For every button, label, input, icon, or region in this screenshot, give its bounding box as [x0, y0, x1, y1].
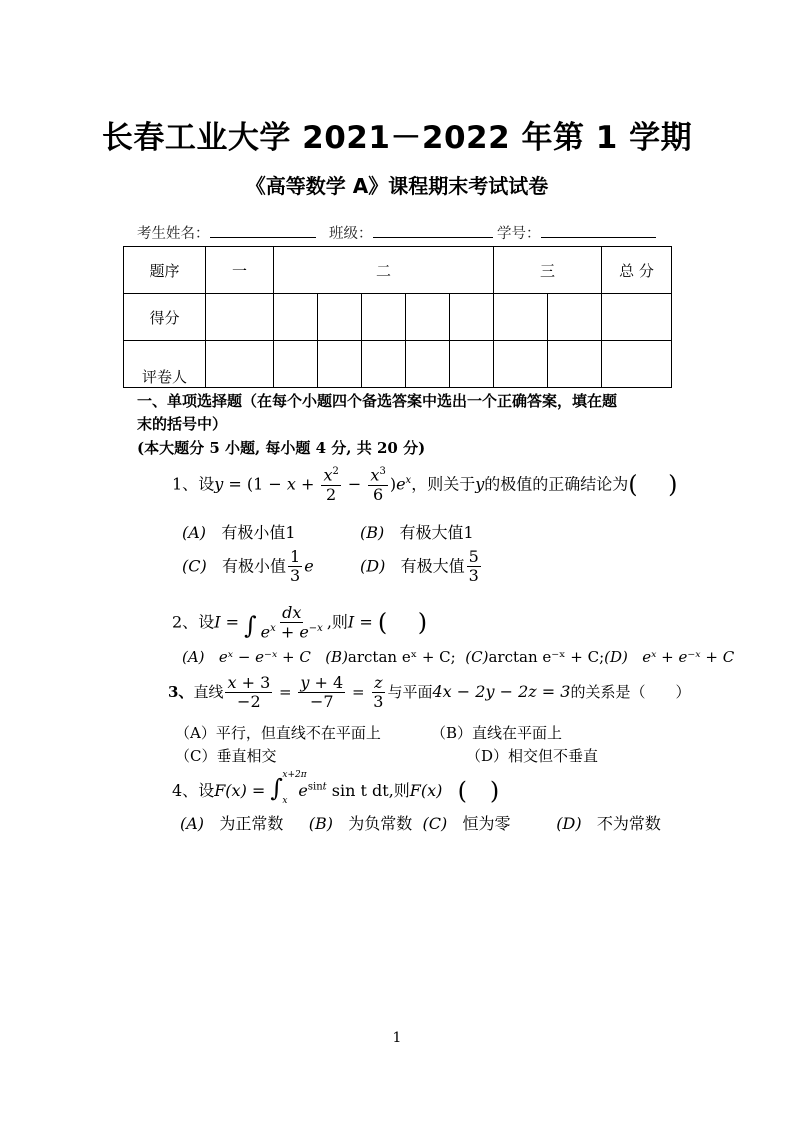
- exam-title: 长春工业大学 2021－2022 年第 1 学期: [101, 120, 693, 156]
- q1-number: 1、: [172, 474, 199, 494]
- table-row: [124, 294, 672, 341]
- grader-cell[interactable]: [494, 341, 548, 388]
- student-name-field: [137, 222, 316, 243]
- section-header-2: 二: [274, 247, 494, 294]
- score-cell[interactable]: [406, 294, 450, 341]
- score-cell[interactable]: [494, 294, 548, 341]
- section1-heading-line1: 一、单项选择题（在每个小题四个备选答案中选出一个正确答案，填在题: [137, 392, 618, 410]
- q2-number: 2、: [172, 612, 199, 632]
- grader-cell[interactable]: [548, 341, 602, 388]
- integral-sign: ∫ x+2π x: [270, 770, 307, 806]
- section-header-1: 一: [206, 247, 274, 294]
- q2-option-b-label: (B): [325, 648, 348, 666]
- grader-cell[interactable]: [450, 341, 494, 388]
- page-number: 1: [392, 1030, 402, 1046]
- class-label: 班级：: [329, 226, 373, 242]
- q3-number: 3、: [168, 682, 194, 701]
- q2-option-d: eˣ + e⁻ˣ + C: [642, 648, 735, 666]
- q4-tail: ,则: [388, 781, 410, 800]
- class-field: [329, 222, 493, 243]
- table-row: [124, 247, 672, 294]
- q4-tail-func: F(x): [409, 781, 443, 800]
- score-table: [123, 246, 672, 388]
- section1-score-note: (本大题分 5 小题, 每小题 4 分, 共 20 分): [137, 439, 426, 457]
- q1-option-b: (B) 有极大值1: [360, 523, 474, 542]
- score-cell[interactable]: [274, 294, 318, 341]
- question-4: 4、设F(x) = ∫ x+2π x $e^{sint}$ sin t dt,则F(x) ( ): [172, 770, 500, 806]
- score-cell[interactable]: [602, 294, 672, 341]
- q4-options: (A) 为正常数 (B) 为负常数 (C) 恒为零 (D) 不为常数: [180, 814, 661, 833]
- q3-lead: 直线: [193, 682, 224, 701]
- q4-func: F(x) =: [214, 781, 266, 800]
- score-cell[interactable]: [206, 294, 274, 341]
- q1-option-c: (C) 有极小值 $\frac{1}{3}$ e: [182, 547, 314, 586]
- answer-bracket[interactable]: ( ): [377, 608, 428, 637]
- q3-option-a: （A）平行，但直线不在平面上: [175, 724, 381, 742]
- q3-option-d: （D）相交但不垂直: [466, 747, 599, 765]
- row-header-grader: 评卷人: [124, 341, 206, 388]
- q3-tail: 的关系是（ ）: [570, 682, 691, 701]
- answer-bracket[interactable]: ( ): [457, 777, 500, 805]
- section-header-3: 三: [494, 247, 602, 294]
- grader-cell[interactable]: [602, 341, 672, 388]
- question-3: 3、直线 $\frac{x + 3}{-2}$ = $\frac{y + 4}{-7}$ = $\frac{z}{3}$ 与平面4x − 2y − 2z = 3的关系是（ ）: [168, 673, 691, 712]
- row-header-order: 题序: [124, 247, 206, 294]
- q4-option-b: 为负常数: [348, 814, 413, 833]
- q2-option-c-label: (C): [465, 648, 489, 666]
- q2-option-a-label: (A): [182, 648, 205, 666]
- exam-subtitle: 《高等数学 A》课程期末考试试卷: [245, 174, 549, 198]
- q4-integrand: sin t dt: [331, 781, 389, 800]
- q3-plane: 4x − 2y − 2z = 3: [432, 681, 571, 701]
- grader-cell[interactable]: [318, 341, 362, 388]
- question-1: 1、设y = (1 − x + $\frac{x^2}{2}$ − $\frac{x^3}{6}$ )$e^x$，则关于y的极值的正确结论为( ): [172, 465, 678, 504]
- student-id-blank: [541, 223, 656, 238]
- q2-option-a: eˣ − e⁻ˣ + C: [218, 648, 311, 666]
- q3-option-c: （C）垂直相交: [175, 747, 277, 765]
- q4-option-d: 不为常数: [596, 814, 661, 833]
- answer-bracket[interactable]: ( ): [628, 470, 678, 499]
- grader-cell[interactable]: [362, 341, 406, 388]
- q2-lead: 设: [198, 612, 215, 632]
- student-id-field: [497, 222, 656, 243]
- table-row: [124, 341, 672, 388]
- q4-option-a: 为正常数: [219, 814, 284, 833]
- grader-cell[interactable]: [206, 341, 274, 388]
- score-cell[interactable]: [450, 294, 494, 341]
- q3-mid: 与平面: [387, 682, 433, 701]
- q1-tail2: 的极值的正确结论为: [484, 474, 629, 494]
- section-header-total: 总 分: [602, 247, 672, 294]
- q1-lead: 设: [198, 474, 215, 494]
- section1-heading-line2: 末的括号中）: [137, 415, 228, 433]
- q1-var: y: [475, 474, 485, 494]
- grader-cell[interactable]: [274, 341, 318, 388]
- q4-option-c: 恒为零: [462, 814, 511, 833]
- row-header-score: 得分: [124, 294, 206, 341]
- class-blank: [373, 223, 493, 238]
- q2-option-d-label: (D): [604, 648, 628, 666]
- student-id-label: 学号：: [497, 226, 541, 242]
- score-cell[interactable]: [318, 294, 362, 341]
- q2-option-c: arctan e⁻ˣ + C;: [488, 648, 605, 666]
- student-name-label: 考生姓名：: [137, 226, 210, 242]
- q1-option-a: (A) 有极小值1: [182, 523, 296, 542]
- q1-tail: ，则关于: [411, 474, 476, 494]
- q2-tail: ,则: [326, 612, 348, 632]
- student-name-blank: [210, 223, 316, 238]
- q3-option-b: （B）直线在平面上: [431, 724, 563, 742]
- grader-cell[interactable]: [406, 341, 450, 388]
- question-2: 2、设I = ∫ $\frac{dx}{e^x + e^{-x}}$ ,则I = ( ): [172, 603, 428, 642]
- q2-option-b: arctan eˣ + C;: [347, 648, 456, 666]
- score-cell[interactable]: [362, 294, 406, 341]
- score-cell[interactable]: [548, 294, 602, 341]
- q4-lead: 设: [198, 781, 215, 800]
- q4-number: 4、: [172, 781, 199, 800]
- q2-options: [182, 648, 734, 666]
- q1-option-d: (D) 有极大值 $\frac{5}{3}$: [360, 547, 479, 586]
